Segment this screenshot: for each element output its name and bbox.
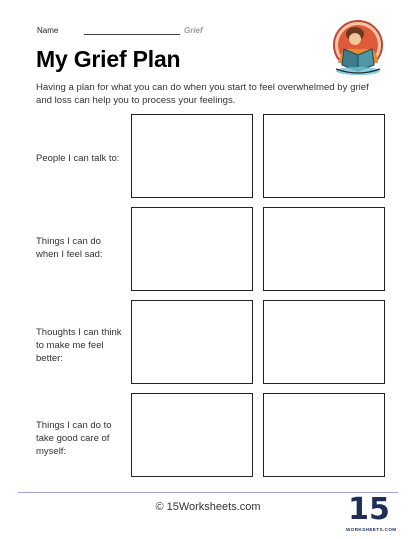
- page-title: My Grief Plan: [36, 46, 181, 72]
- logo-number: 15: [348, 492, 390, 527]
- intro-text: Having a plan for what you can do when you start to feel overwhelmed by grief and loss can help you to process your feelings.: [36, 82, 369, 106]
- row-label-sad: Things I can do when I feel sad:: [36, 236, 103, 260]
- site-logo: [346, 492, 397, 536]
- row-label-people: People I can talk to:: [36, 153, 120, 164]
- topic-label: Grief: [184, 26, 203, 35]
- name-line[interactable]: [84, 34, 180, 35]
- answer-box[interactable]: [263, 393, 385, 477]
- row-label-care: Things I can do to take good care of myself:: [36, 420, 112, 457]
- footer-copyright: © 15Worksheets.com: [155, 501, 261, 513]
- answer-box[interactable]: [131, 393, 253, 477]
- answer-box[interactable]: [263, 300, 385, 384]
- name-label: Name: [37, 26, 59, 35]
- answer-box[interactable]: [131, 207, 253, 291]
- person-reading-book-icon: [328, 17, 388, 77]
- logo-text: WORKSHEETS.COM: [346, 527, 397, 532]
- answer-box[interactable]: [131, 300, 253, 384]
- answer-box[interactable]: [131, 114, 253, 198]
- row-label-thoughts: Thoughts I can think to make me feel better:: [36, 327, 122, 364]
- answer-box[interactable]: [263, 114, 385, 198]
- footer-divider: [18, 492, 398, 493]
- answer-box[interactable]: [263, 207, 385, 291]
